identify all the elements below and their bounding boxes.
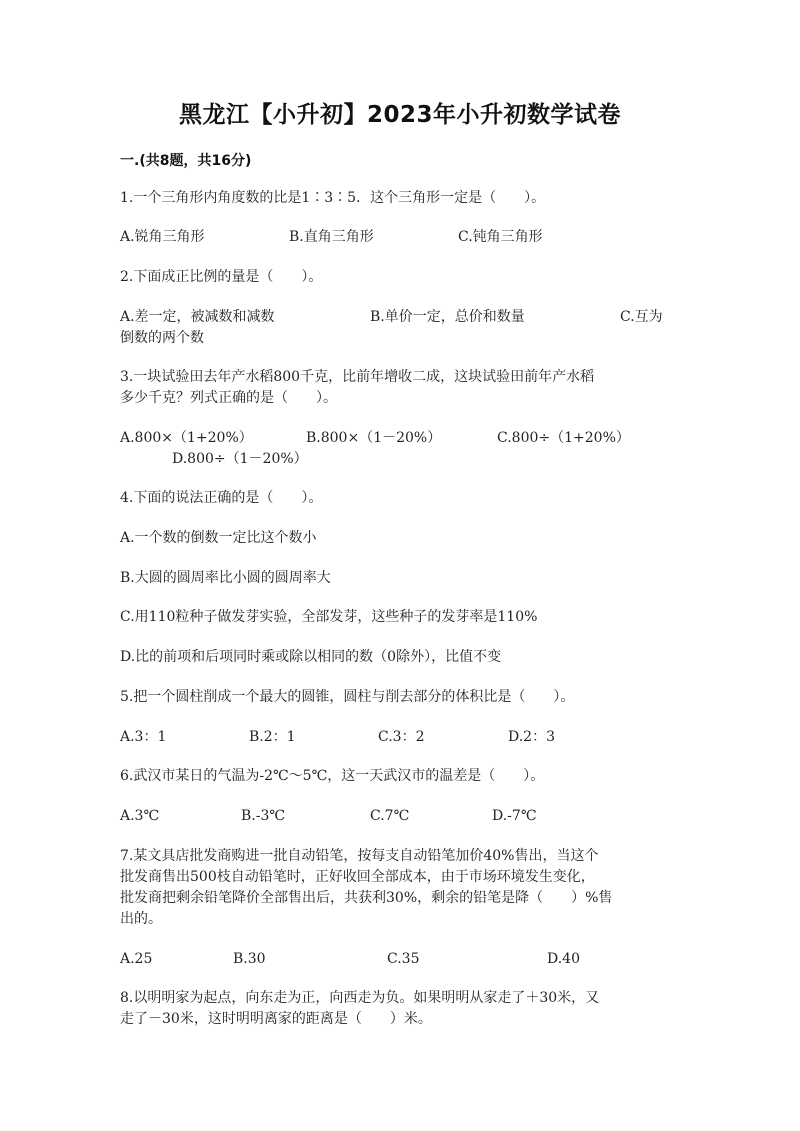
question-7-stem-line-2: 批发商售出500枝自动铅笔时，正好收回全部成本，由于市场环境发生变化， [120, 869, 595, 885]
question-7-option-b: B.30 [233, 951, 266, 967]
question-5-stem: 5.把一个圆柱削成一个最大的圆锥，圆柱与削去部分的体积比是（ ）。 [120, 689, 575, 705]
question-2-stem: 2.下面成正比例的量是（ ）。 [120, 269, 323, 285]
question-7-option-c: C.35 [387, 951, 420, 967]
question-1-option-a: A.锐角三角形 [120, 229, 205, 245]
question-6-option-b: B.-3℃ [241, 808, 286, 824]
question-6-option-d: D.-7℃ [492, 808, 537, 824]
question-1-option-b: B.直角三角形 [289, 229, 374, 245]
question-4-option-c: C.用110粒种子做发芽实验，全部发芽，这些种子的发芽率是110% [120, 609, 538, 625]
question-3-option-a: A.800×（1+20%） [120, 430, 253, 446]
question-2-option-a: A.差一定，被减数和减数 [120, 309, 275, 325]
question-7-stem-line-4: 出的。 [120, 911, 162, 927]
question-2-option-c: C.互为 [620, 309, 663, 325]
question-3-option-d: D.800÷（1－20%） [172, 451, 308, 467]
question-6-option-c: C.7℃ [370, 808, 410, 824]
question-4-option-b: B.大圆的圆周率比小圆的圆周率大 [120, 570, 331, 586]
page-title: 黑龙江【小升初】2023年小升初数学试卷 [178, 102, 621, 128]
question-2-option-b: B.单价一定，总价和数量 [370, 309, 525, 325]
question-6-option-a: A.3℃ [120, 808, 160, 824]
question-8-stem-line-1: 8.以明明家为起点，向东走为正，向西走为负。如果明明从家走了＋30米，又 [120, 990, 600, 1006]
question-4-stem: 4.下面的说法正确的是（ ）。 [120, 490, 323, 506]
question-7-stem-line-3: 批发商把剩余铅笔降价全部售出后，共获利30%，剩余的铅笔是降（ ）%售 [120, 890, 613, 906]
question-5-option-c: C.3：2 [378, 729, 425, 745]
question-5-option-b: B.2：1 [249, 729, 296, 745]
question-5-option-a: A.3：1 [120, 729, 167, 745]
question-1-option-c: C.钝角三角形 [458, 229, 543, 245]
question-7-option-a: A.25 [120, 951, 153, 967]
question-7-option-d: D.40 [547, 951, 580, 967]
question-4-option-d: D.比的前项和后项同时乘或除以相同的数（0除外），比值不变 [120, 649, 502, 665]
question-4-option-a: A.一个数的倒数一定比这个数小 [120, 530, 317, 546]
question-3-stem-line-2: 多少千克？列式正确的是（ ）。 [120, 390, 337, 406]
question-6-stem: 6.武汉市某日的气温为-2℃～5℃，这一天武汉市的温差是（ ）。 [120, 768, 545, 784]
question-5-option-d: D.2：3 [508, 729, 555, 745]
question-2-option-c-continued: 倒数的两个数 [120, 330, 204, 346]
question-3-option-b: B.800×（1－20%） [306, 430, 442, 446]
section-heading: 一.(共8题，共16分) [120, 153, 252, 169]
question-8-stem-line-2: 走了－30米，这时明明离家的距离是（ ）米。 [120, 1011, 432, 1027]
question-1-stem: 1.一个三角形内角度数的比是1∶3∶5．这个三角形一定是（ ）。 [120, 190, 546, 206]
question-3-option-c: C.800÷（1+20%） [497, 430, 630, 446]
question-7-stem-line-1: 7.某文具店批发商购进一批自动铅笔，按每支自动铅笔加价40%售出，当这个 [120, 848, 599, 864]
question-3-stem-line-1: 3.一块试验田去年产水稻800千克，比前年增收二成，这块试验田前年产水稻 [120, 369, 595, 385]
